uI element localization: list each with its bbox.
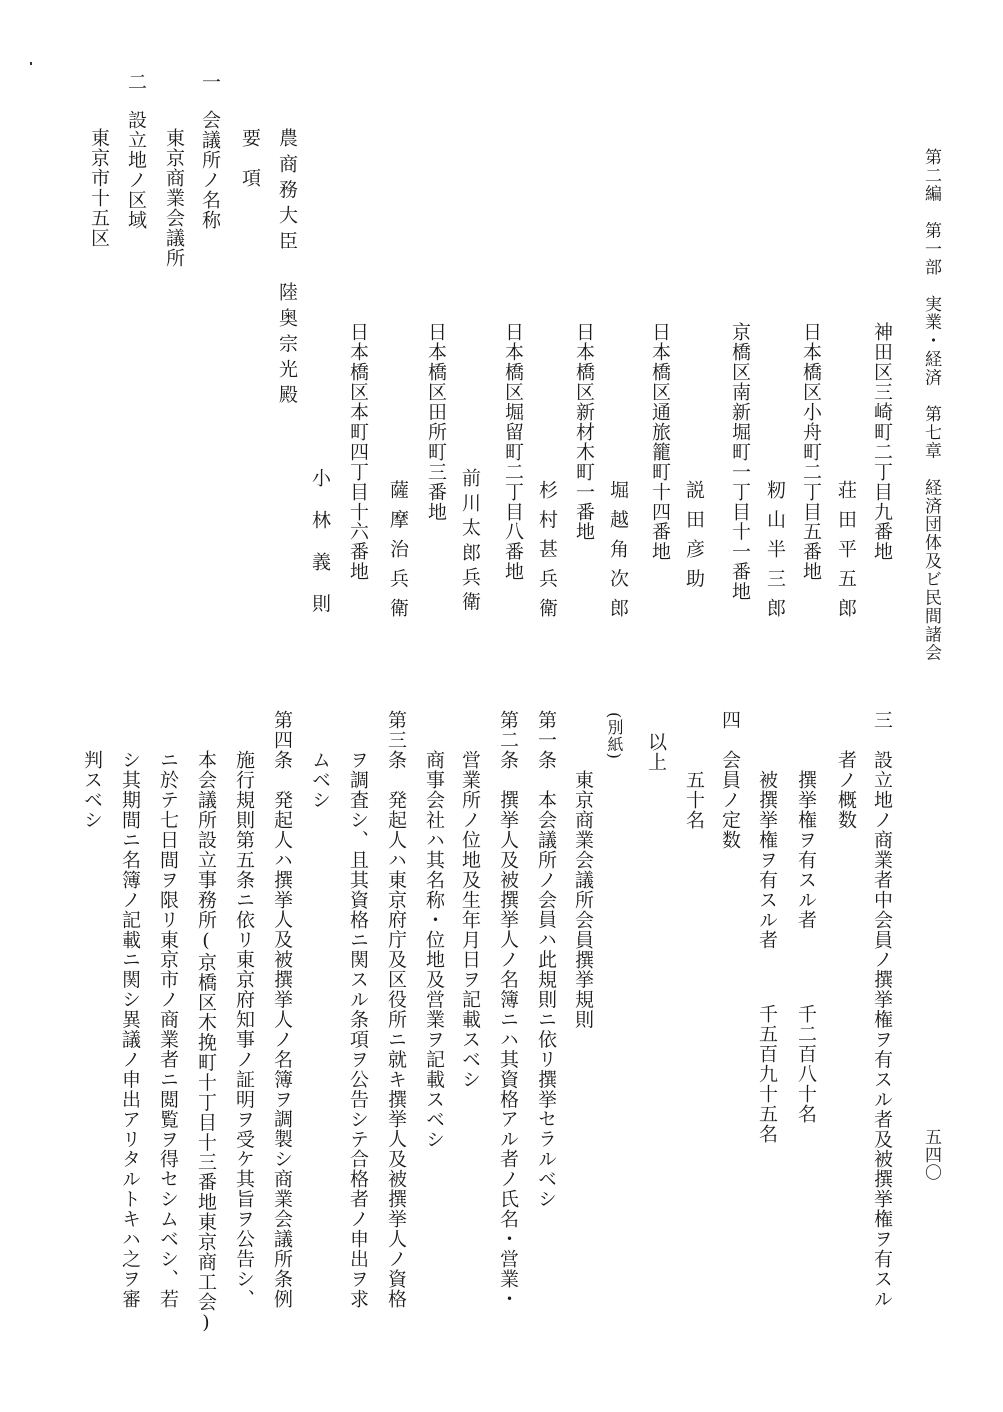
- voters-value: 千二百八十名: [795, 1004, 817, 1124]
- bessi-annex-label: (別紙): [605, 712, 624, 760]
- member-name-8: 小林義則: [309, 468, 331, 636]
- rules-title: 東京商業会議所会員撰挙規則: [572, 770, 594, 1030]
- article-4-line-5: シ其期間ニ名簿ノ記載ニ関シ異議ノ申出アリタルトキハ之ヲ審: [119, 750, 141, 1309]
- article-2-line-1: 第二条 撰挙人及被撰挙人ノ名簿ニハ其資格アル者ノ氏名・営業・: [497, 710, 519, 1309]
- eligible-label: 被撰挙権ヲ有スル者: [756, 770, 778, 950]
- member-address-1: 神田区三崎町二丁目九番地: [871, 322, 893, 562]
- article-3-line-1: 第三条 発起人ハ東京府庁及区役所ニ就キ撰挙人及被撰挙人ノ資格: [385, 710, 407, 1309]
- member-name-1: 荘田平五郎: [835, 480, 857, 628]
- youkou-heading: 要 項: [239, 128, 261, 188]
- item-3-number: 三: [871, 710, 893, 730]
- item-4-title: 会員ノ定数: [719, 750, 741, 850]
- member-address-3: 京橋区南新堀町一丁目十一番地: [729, 322, 751, 602]
- member-name-5: 杉村甚兵衛: [536, 480, 558, 628]
- article-1: 第一条 本会議所ノ会員ハ此規則ニ依リ撰挙セラルベシ: [535, 710, 557, 1209]
- article-4-line-2: 施行規則第五条ニ依リ東京府知事ノ証明ヲ受ケ其旨ヲ公告シ、: [233, 750, 255, 1309]
- speck-mark: [30, 62, 32, 65]
- item-4-number: 四: [719, 710, 741, 730]
- article-2-line-2: 営業所ノ位地及生年月日ヲ記載スベシ: [459, 750, 481, 1090]
- addressee: 農商務大臣 陸奥宗光殿: [276, 128, 298, 411]
- member-address-8: 日本橋区本町四丁目十六番地: [347, 322, 369, 582]
- member-address-4: 日本橋区通旅籠町十四番地: [649, 322, 671, 562]
- article-4-line-6: 判スベシ: [81, 750, 103, 830]
- running-head: 第二編 第一部 実業・経済 第七章 経済団体及ビ民間諸会: [921, 148, 941, 663]
- item-3-line-1: 設立地ノ商業者中会員ノ撰挙権ヲ有スル者及被撰挙権ヲ有スル: [871, 750, 893, 1309]
- page-number: 五四〇: [921, 1128, 941, 1182]
- member-name-2: 籾山半三郎: [764, 480, 786, 628]
- article-4-line-3: 本会議所設立事務所(京橋区木挽町十丁目十三番地東京商工会): [195, 750, 217, 1335]
- article-2-line-3: 商事会社ハ其名称・位地及営業ヲ記載スベシ: [423, 750, 445, 1149]
- member-name-7: 薩摩治兵衛: [387, 480, 409, 628]
- member-name-3: 説田彦助: [683, 480, 705, 598]
- item-1-number: 一: [199, 72, 221, 92]
- article-3-line-3: ムベシ: [309, 750, 331, 810]
- article-4-line-4: ニ於テ七日間ヲ限リ東京市ノ商業者ニ閲覧ヲ得セシムベシ、若: [157, 750, 179, 1309]
- eligible-value: 千五百九十五名: [756, 1004, 778, 1144]
- member-name-4: 堀越角次郎: [607, 480, 629, 628]
- item-4-value: 五十名: [683, 770, 705, 830]
- item-2-title: 設立地ノ区域: [125, 110, 147, 230]
- member-address-7: 日本橋区田所町三番地: [425, 322, 447, 522]
- voters-label: 撰挙権ヲ有スル者: [795, 770, 817, 930]
- item-2-value: 東京市十五区: [88, 128, 110, 248]
- article-4-line-1: 第四条 発起人ハ撰挙人及被撰挙人ノ名簿ヲ調製シ商業会議所条例: [271, 710, 293, 1309]
- member-address-5: 日本橋区新材木町一番地: [573, 322, 595, 542]
- item-2-number: 二: [125, 72, 147, 92]
- member-address-2: 日本橋区小舟町二丁目五番地: [800, 322, 822, 582]
- item-1-value: 東京商業会議所: [163, 128, 185, 268]
- item-1-title: 会議所ノ名称: [199, 110, 221, 230]
- member-address-6: 日本橋区堀留町二丁目八番地: [502, 322, 524, 582]
- member-name-6: 前川太郎兵衛: [459, 468, 481, 617]
- item-3-line-2: 者ノ概数: [835, 750, 857, 830]
- article-3-line-2: ヲ調査シ、且其資格ニ関スル条項ヲ公告シテ合格者ノ申出ヲ求: [347, 750, 369, 1309]
- ijou-closing: 以上: [645, 732, 667, 772]
